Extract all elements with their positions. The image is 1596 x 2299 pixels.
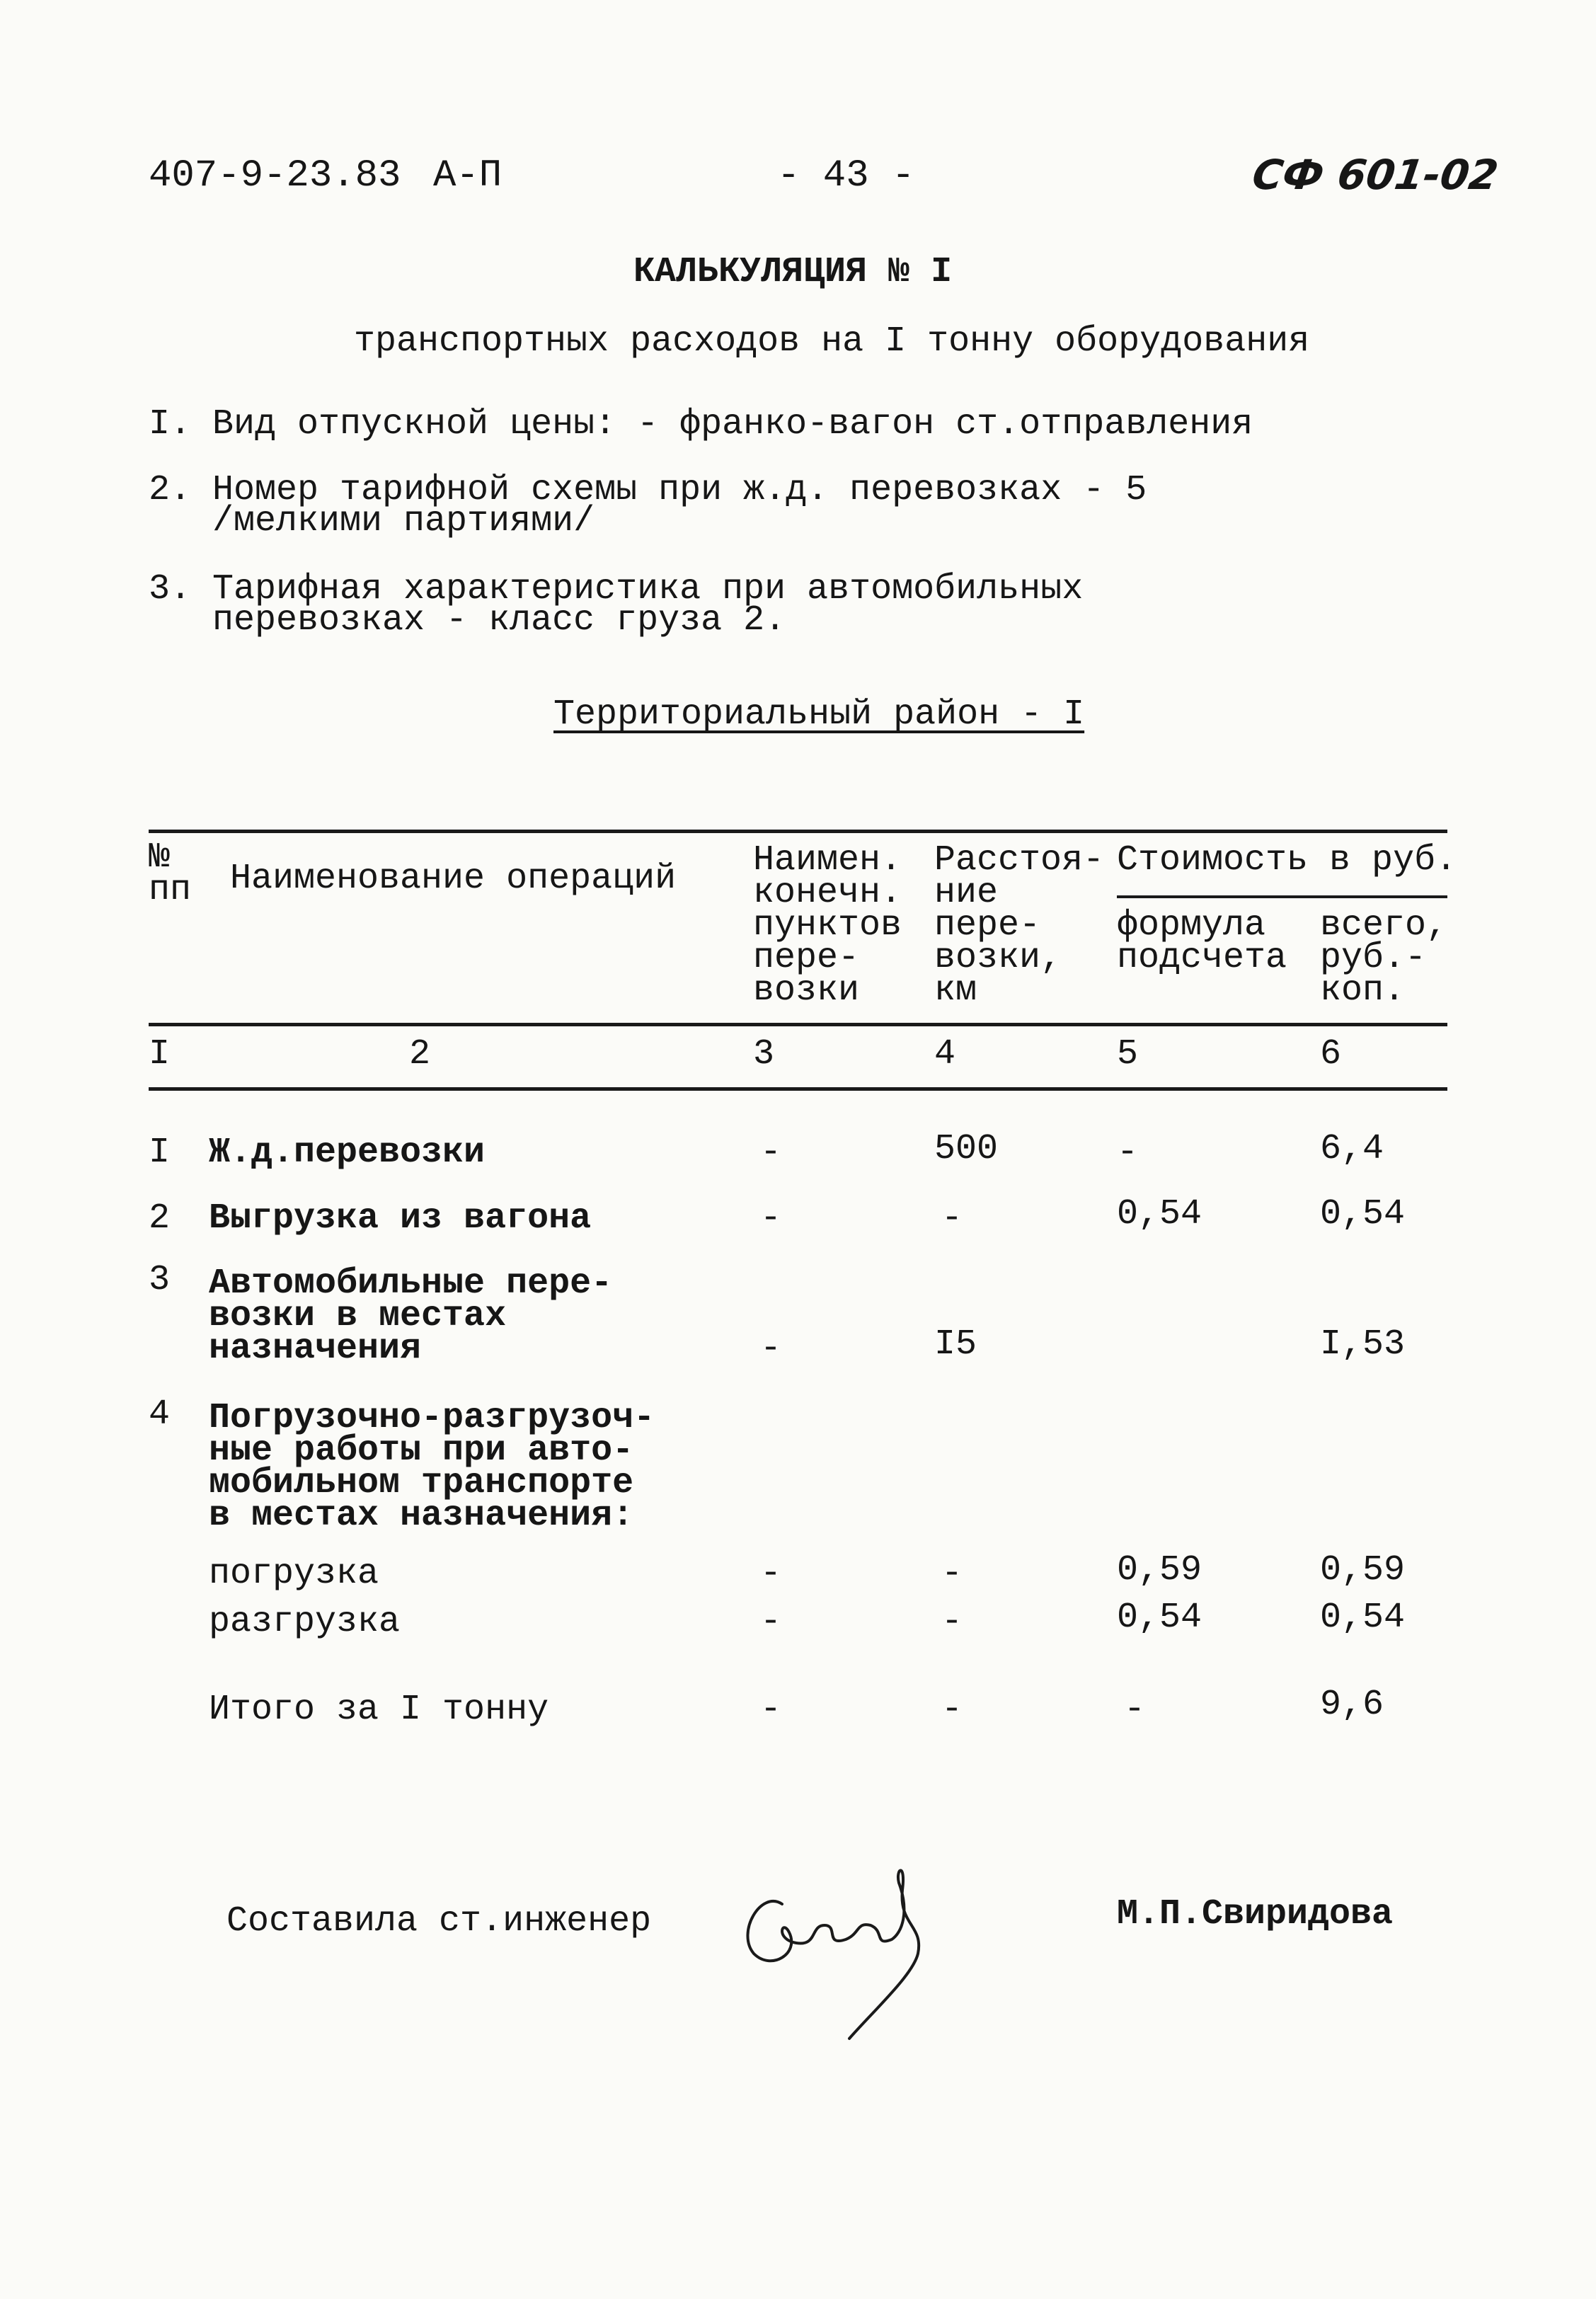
row-operation-line-1: Погрузочно-разгрузоч- [209,1398,655,1438]
row-distance: - [941,1554,963,1594]
row-formula: 0,59 [1117,1550,1202,1590]
row-operation: разгрузка [209,1602,401,1642]
signature-label: Составила ст.инженер [226,1901,652,1942]
row-points: - [759,1554,781,1594]
signer-name: М.П.Свиридова [1117,1894,1394,1934]
row-total: 6,4 [1320,1129,1384,1169]
item-3-number: 3. [149,569,192,609]
row-distance: - [941,1198,963,1239]
row-distance: - [941,1690,963,1730]
row-total: 0,54 [1320,1598,1406,1638]
item-3-text-cont: перевозках - класс груза 2. [212,600,786,641]
row-num: 3 [149,1260,171,1300]
row-distance: - [941,1602,963,1642]
row-num: 4 [149,1394,171,1435]
row-operation-line-3: назначения [209,1329,422,1369]
header-total-2: руб.- [1320,938,1427,978]
row-points: - [759,1329,781,1369]
header-formula-2: подсчета [1117,938,1287,978]
header-points-1: Наимен. [753,840,902,881]
header-points-2: конечн. [753,873,902,913]
row-operation-line-2: возки в местах [209,1296,507,1336]
header-distance-3: пере- [934,905,1041,946]
header-num-pp: пп [149,870,192,910]
item-2-number: 2. [149,470,192,510]
row-operation-line-1: Автомобильные пере- [209,1263,613,1304]
item-2-text: Номер тарифной схемы при ж.д. перевозках - 5 [212,470,1147,510]
document-title: КАЛЬКУЛЯЦИЯ № I [633,252,953,292]
item-1-number: I. [149,404,192,445]
row-operation-line-2: ные работы при авто- [209,1431,634,1471]
header-total-1: всего, [1320,905,1448,946]
header-bottom-rule [149,1023,1447,1026]
row-points: - [759,1198,781,1239]
row-operation: Ж.д.перевозки [209,1133,486,1173]
row-distance: I5 [934,1324,977,1365]
header-distance-1: Расстоя- [934,840,1105,881]
header-num-symbol: № [149,837,171,878]
row-formula: 0,54 [1117,1194,1202,1234]
row-operation-line-3: мобильном транспорте [209,1463,634,1503]
row-total: 0,59 [1320,1550,1406,1590]
row-num: 2 [149,1198,171,1239]
header-formula-1: формула [1117,905,1266,946]
row-formula: - [1117,1133,1139,1173]
row-total: I,53 [1320,1324,1406,1365]
header-total-3: коп. [1320,970,1406,1011]
item-2-text-cont: /мелкими партиями/ [212,501,595,541]
colnum-2: 2 [409,1034,431,1074]
header-cost: Стоимость в руб. [1117,840,1457,881]
row-operation: погрузка [209,1554,379,1594]
row-points: - [759,1602,781,1642]
colnum-3: 3 [753,1034,775,1074]
handwritten-stamp: СФ 601-02 [1249,151,1501,199]
row-operation: Выгрузка из вагона [209,1198,592,1239]
header-operation-name: Наименование операций [230,859,677,899]
table-top-rule [149,830,1447,833]
row-points: - [759,1133,781,1173]
item-3-text: Тарифная характеристика при автомобильных [212,569,1084,609]
row-distance: 500 [934,1129,999,1169]
colnum-5: 5 [1117,1034,1139,1074]
header-distance-2: ние [934,873,999,913]
row-num: I [149,1133,171,1173]
album-code: А-П [433,154,503,197]
row-total: 9,6 [1320,1685,1384,1725]
header-points-3: пунктов [753,905,902,946]
cost-subheader-rule [1117,895,1447,898]
header-distance-5: км [934,970,977,1011]
column-numbers-rule [149,1087,1447,1091]
signature-scribble [733,1847,959,2046]
document-subtitle: транспортных расходов на I тонну оборудования [354,321,1310,362]
header-points-4: пере- [753,938,860,978]
colnum-1: I [149,1034,171,1074]
row-operation-line-4: в местах назначения: [209,1496,634,1536]
row-operation: Итого за I тонну [209,1690,549,1730]
handwritten-signature [733,1847,959,2046]
colnum-4: 4 [934,1034,956,1074]
page-number: - 43 - [777,154,915,197]
row-formula: 0,54 [1117,1598,1202,1638]
row-total: 0,54 [1320,1194,1406,1234]
document-code: 407-9-23.83 [149,154,401,197]
row-formula: - [1123,1690,1145,1730]
header-distance-4: возки, [934,938,1062,978]
colnum-6: 6 [1320,1034,1342,1074]
row-points: - [759,1690,781,1730]
item-1-text: Вид отпускной цены: - франко-вагон ст.отправления [212,404,1253,445]
header-points-5: возки [753,970,860,1011]
region-heading: Территориальный район - I [553,694,1085,735]
